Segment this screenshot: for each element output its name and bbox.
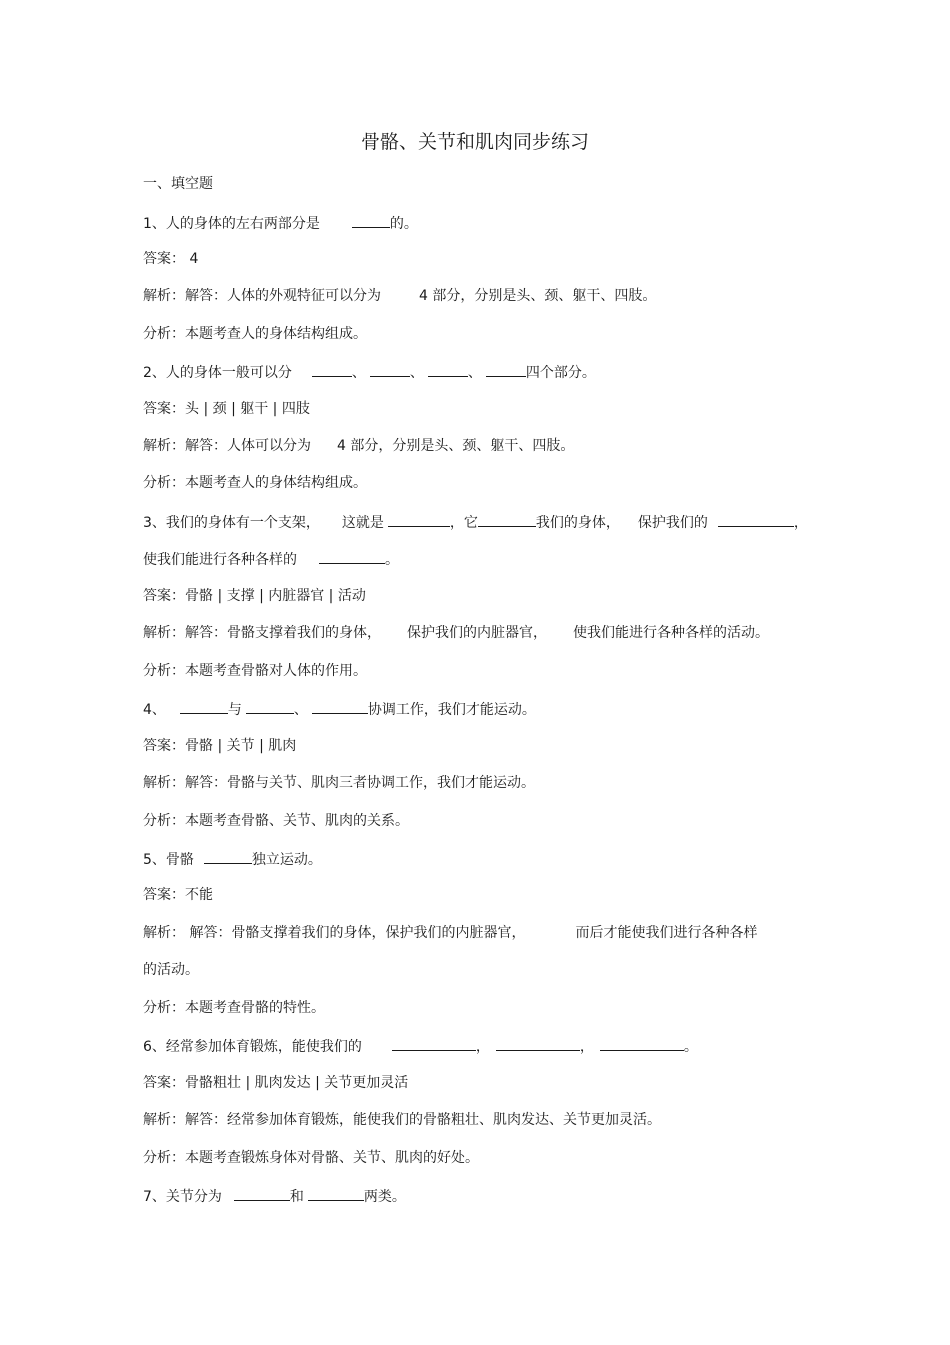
answer-blank[interactable] bbox=[392, 1035, 476, 1051]
explanation-text: 而后才能使我们进行各种各样 bbox=[575, 925, 758, 941]
separator: 、 bbox=[351, 365, 366, 381]
explanation-text: 4 部分，分别是头、颈、躯干、四肢。 bbox=[337, 438, 575, 454]
question-text: 4、 bbox=[143, 702, 166, 718]
answer-blank[interactable] bbox=[718, 511, 794, 527]
explanation-text: 使我们能进行各种各样的活动。 bbox=[573, 625, 769, 641]
question-1 bbox=[143, 212, 418, 234]
answer-blank[interactable] bbox=[600, 1035, 684, 1051]
question-text: 1、人的身体的左右两部分是 bbox=[143, 216, 320, 232]
answer-blank[interactable] bbox=[308, 1185, 364, 1201]
question-text: 7、关节分为 bbox=[143, 1189, 222, 1205]
answer-4: 答案：骨骼 | 关节 | 肌肉 bbox=[143, 738, 297, 754]
question-text: ， bbox=[793, 515, 808, 531]
explanation-6: 解析：解答：经常参加体育锻炼，能使我们的骨骼粗壮、肌肉发达、关节更加灵活。 bbox=[143, 1112, 661, 1128]
answer-blank[interactable] bbox=[312, 698, 368, 714]
question-text: 、 bbox=[293, 702, 308, 718]
question-text: 。 bbox=[385, 552, 399, 568]
answer-blank[interactable] bbox=[486, 361, 526, 377]
answer-5: 答案：不能 bbox=[143, 887, 213, 903]
question-text: 。 bbox=[683, 1039, 698, 1055]
explanation-4: 解析：解答：骨骼与关节、肌肉三者协调工作，我们才能运动。 bbox=[143, 775, 535, 791]
answer-3: 答案：骨骼 | 支撑 | 内脏器官 | 活动 bbox=[143, 588, 366, 604]
question-text: 使我们能进行各种各样的 bbox=[143, 552, 297, 568]
question-2 bbox=[143, 361, 596, 383]
question-text: 协调工作，我们才能运动。 bbox=[367, 702, 536, 718]
question-text: 2、人的身体一般可以分 bbox=[143, 365, 292, 381]
question-text: 和 bbox=[289, 1189, 304, 1205]
answer-2: 答案：头 | 颈 | 躯干 | 四肢 bbox=[143, 401, 310, 417]
question-text: ，它 bbox=[449, 515, 478, 531]
answer-1: 答案： 4 bbox=[143, 251, 199, 267]
answer-blank[interactable] bbox=[388, 511, 450, 527]
analysis-6: 分析：本题考查锻炼身体对骨骼、关节、肌肉的好处。 bbox=[143, 1150, 479, 1166]
answer-blank[interactable] bbox=[496, 1035, 580, 1051]
analysis-5: 分析：本题考查骨骼的特性。 bbox=[143, 1000, 325, 1016]
explanation-text: 4 部分，分别是头、颈、躯干、四肢。 bbox=[419, 288, 657, 304]
separator: 、 bbox=[467, 365, 482, 381]
answer-blank[interactable] bbox=[352, 212, 390, 228]
question-text: 6、经常参加体育锻炼，能使我们的 bbox=[143, 1039, 362, 1055]
question-3 bbox=[143, 511, 808, 533]
question-text: 独立运动。 bbox=[251, 852, 322, 868]
analysis-2: 分析：本题考查人的身体结构组成。 bbox=[143, 475, 367, 491]
explanation-text: 解析：解答：人体可以分为 bbox=[143, 438, 311, 454]
answer-blank[interactable] bbox=[246, 698, 294, 714]
explanation-1 bbox=[143, 286, 656, 306]
question-7 bbox=[143, 1185, 406, 1207]
answer-blank[interactable] bbox=[428, 361, 468, 377]
question-4 bbox=[143, 698, 536, 720]
answer-6: 答案：骨骼粗壮 | 肌肉发达 | 关节更加灵活 bbox=[143, 1075, 409, 1091]
question-5 bbox=[143, 848, 322, 870]
question-text: 3、我们的身体有一个支架， bbox=[143, 515, 320, 531]
question-text: 我们的身体， bbox=[535, 515, 620, 531]
answer-blank[interactable] bbox=[370, 361, 410, 377]
answer-blank[interactable] bbox=[312, 361, 352, 377]
question-text: 保护我们的 bbox=[637, 515, 708, 531]
separator: ， bbox=[475, 1039, 490, 1055]
explanation-text: 解析：解答：人体的外观特征可以分为 bbox=[143, 288, 381, 304]
question-text: 的。 bbox=[389, 216, 418, 232]
analysis-1: 分析：本题考查人的身体结构组成。 bbox=[143, 326, 367, 342]
page-title: 骨骼、关节和肌肉同步练习 bbox=[360, 131, 589, 153]
answer-blank[interactable] bbox=[319, 548, 385, 564]
question-text: 与 bbox=[227, 702, 242, 718]
analysis-4: 分析：本题考查骨骼、关节、肌肉的关系。 bbox=[143, 813, 409, 829]
analysis-3: 分析：本题考查骨骼对人体的作用。 bbox=[143, 663, 367, 679]
answer-blank[interactable] bbox=[180, 698, 228, 714]
explanation-text: 解析： 解答：骨骼支撑着我们的身体，保护我们的内脏器官， bbox=[143, 925, 526, 941]
explanation-3 bbox=[143, 623, 769, 643]
answer-blank[interactable] bbox=[478, 511, 536, 527]
answer-blank[interactable] bbox=[204, 848, 252, 864]
separator: ， bbox=[579, 1039, 594, 1055]
explanation-5-continued: 的活动。 bbox=[143, 962, 199, 978]
question-text: 5、骨骼 bbox=[143, 852, 194, 868]
explanation-5 bbox=[143, 923, 757, 943]
explanation-text: 解析：解答：骨骼支撑着我们的身体， bbox=[143, 625, 381, 641]
section-heading: 一、填空题 bbox=[143, 176, 213, 192]
question-3-continued bbox=[143, 548, 399, 570]
explanation-text: 保护我们的内脏器官， bbox=[407, 625, 547, 641]
separator: 、 bbox=[409, 365, 424, 381]
question-text: 四个部分。 bbox=[525, 365, 596, 381]
question-6 bbox=[143, 1035, 698, 1057]
question-text: 两类。 bbox=[363, 1189, 406, 1205]
question-text: 这就是 bbox=[341, 515, 384, 531]
answer-blank[interactable] bbox=[234, 1185, 290, 1201]
explanation-2 bbox=[143, 436, 574, 456]
